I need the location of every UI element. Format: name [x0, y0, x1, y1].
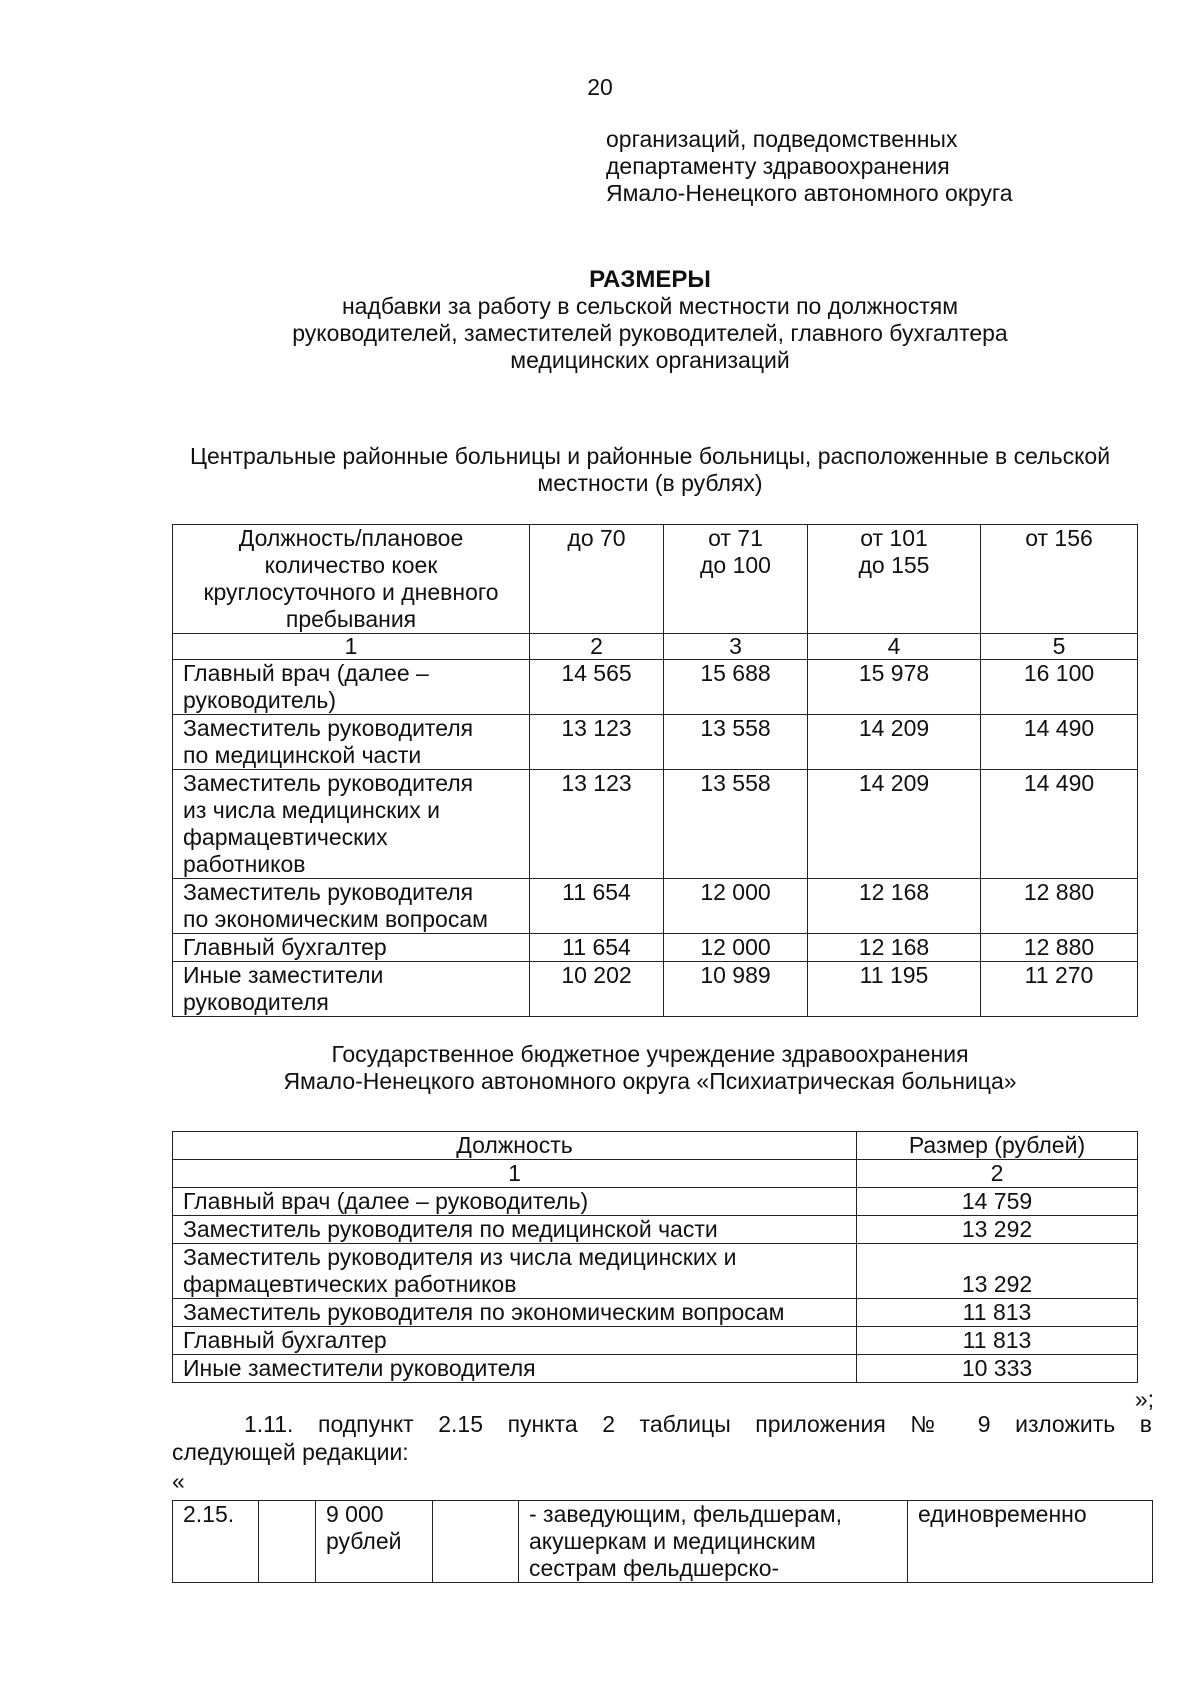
- document-header: [606, 126, 1166, 207]
- value-cell: 13 292: [857, 1216, 1138, 1244]
- title-main: РАЗМЕРЫ: [589, 266, 711, 293]
- title-line: медицинских организаций: [510, 347, 790, 373]
- column-number: 2: [857, 1160, 1138, 1188]
- value-cell: 14 209: [808, 770, 981, 879]
- position-cell: [173, 1355, 857, 1383]
- position-line: Иные заместители руководителя: [183, 1355, 536, 1381]
- table-row: [173, 715, 1138, 770]
- value-cell: 14 209: [808, 715, 981, 770]
- opening-quote-mark: «: [172, 1468, 185, 1494]
- table-row: [173, 1327, 1138, 1355]
- table-row: [173, 1244, 1138, 1299]
- position-line: Главный врач (далее – руководитель): [183, 1188, 589, 1214]
- position-line: руководитель): [183, 687, 337, 713]
- value-cell: 11 654: [530, 934, 664, 962]
- value-cell: 13 123: [530, 770, 664, 879]
- value-cell: 13 292: [857, 1244, 1138, 1299]
- position-line: Заместитель руководителя: [183, 770, 474, 796]
- empty-cell: [433, 1501, 519, 1583]
- header-line: круглосуточного и дневного: [203, 579, 499, 605]
- header-cell: [808, 525, 981, 634]
- value-cell: 11 195: [808, 962, 981, 1017]
- section2-caption: [150, 1041, 1150, 1095]
- recipients-line: сестрам фельдшерско-: [529, 1555, 780, 1581]
- header-line: организаций, подведомственных: [606, 126, 958, 152]
- value-cell: 16 100: [981, 660, 1138, 715]
- psychiatric-hospital-table: [172, 1131, 1138, 1383]
- value-cell: 13 558: [664, 770, 808, 879]
- position-line: фармацевтических: [183, 824, 388, 850]
- position-line: Заместитель руководителя: [183, 879, 474, 905]
- column-number-row: [173, 634, 1138, 660]
- value-cell: 13 558: [664, 715, 808, 770]
- document-title: [150, 266, 1150, 374]
- value-cell: 15 978: [808, 660, 981, 715]
- position-cell: [173, 1244, 857, 1299]
- caption-line: Государственное бюджетное учреждение здравоохранения: [331, 1041, 969, 1067]
- header-cell: [664, 525, 808, 634]
- amount-line: 9 000: [326, 1501, 384, 1527]
- position-cell: [173, 660, 530, 715]
- header-line: до 70: [567, 525, 626, 551]
- header-line: до 100: [700, 552, 771, 578]
- position-cell: [173, 1216, 857, 1244]
- position-cell: [173, 879, 530, 934]
- position-line: по медицинской части: [183, 742, 422, 768]
- table-row: [173, 770, 1138, 879]
- page-number: 20: [587, 74, 613, 100]
- value-cell: 11 654: [530, 879, 664, 934]
- value-cell: 12 168: [808, 934, 981, 962]
- header-cell: Должность: [173, 1132, 857, 1160]
- value-cell: 10 333: [857, 1355, 1138, 1383]
- position-line: Главный врач (далее –: [183, 660, 429, 686]
- position-cell: [173, 770, 530, 879]
- header-line: Ямало-Ненецкого автономного округа: [606, 180, 1013, 206]
- position-line: по экономическим вопросам: [183, 906, 488, 932]
- position-line: Иные заместители: [183, 962, 384, 988]
- caption-line: местности (в рублях): [537, 470, 763, 496]
- table-row: [173, 934, 1138, 962]
- position-line: Заместитель руководителя из числа медицинских и: [183, 1244, 737, 1270]
- header-cell: [981, 525, 1138, 634]
- value-cell: 11 813: [857, 1299, 1138, 1327]
- position-line: Заместитель руководителя по медицинской части: [183, 1216, 718, 1242]
- amount-line: рублей: [326, 1528, 402, 1554]
- title-line: руководителей, заместителей руководителей, главного бухгалтера: [292, 320, 1008, 346]
- value-cell: 14 565: [530, 660, 664, 715]
- value-cell: 12 000: [664, 934, 808, 962]
- header-line: пребывания: [285, 606, 417, 632]
- amendment-paragraph-line: 1.11. подпункт 2.15 пункта 2 таблицы приложения № 9 изложить в: [244, 1411, 1152, 1437]
- value-cell: 15 688: [664, 660, 808, 715]
- position-line: Заместитель руководителя по экономическим вопросам: [183, 1299, 785, 1325]
- amendment-paragraph-line: следующей редакции:: [172, 1439, 409, 1465]
- column-number: 5: [981, 634, 1138, 660]
- caption-line: Центральные районные больницы и районные больницы, расположенные в сельской: [189, 443, 1111, 469]
- value-cell: 10 989: [664, 962, 808, 1017]
- header-cell: [530, 525, 664, 634]
- position-cell: [173, 1299, 857, 1327]
- table-row: [173, 1355, 1138, 1383]
- value-cell: 11 813: [857, 1327, 1138, 1355]
- table-row: [173, 660, 1138, 715]
- value-cell: 10 202: [530, 962, 664, 1017]
- table-header-row: [173, 1132, 1138, 1160]
- column-number: 1: [173, 634, 530, 660]
- table-row: [173, 1188, 1138, 1216]
- position-line: работников: [183, 851, 306, 877]
- header-line: от 156: [1025, 525, 1093, 551]
- value-cell: 14 490: [981, 715, 1138, 770]
- column-number-row: [173, 1160, 1138, 1188]
- table-row: [173, 879, 1138, 934]
- column-number: 2: [530, 634, 664, 660]
- value-cell: 12 880: [981, 879, 1138, 934]
- value-cell: 14 759: [857, 1188, 1138, 1216]
- value-cell: 12 000: [664, 879, 808, 934]
- position-cell: [173, 1327, 857, 1355]
- amendment-table: [172, 1500, 1153, 1583]
- value-cell: 13 123: [530, 715, 664, 770]
- value-cell: 11 270: [981, 962, 1138, 1017]
- header-line: от 101: [860, 525, 928, 551]
- header-cell: Размер (рублей): [857, 1132, 1138, 1160]
- position-line: Главный бухгалтер: [183, 1327, 387, 1353]
- position-line: Главный бухгалтер: [183, 934, 387, 960]
- header-cell: [173, 525, 530, 634]
- header-line: до 155: [858, 552, 930, 578]
- recipients-line: акушеркам и медицинским: [529, 1528, 816, 1554]
- value-cell: 14 490: [981, 770, 1138, 879]
- frequency-cell: единовременно: [908, 1501, 1153, 1583]
- value-cell: 12 880: [981, 934, 1138, 962]
- position-cell: [173, 934, 530, 962]
- value-cell: 12 168: [808, 879, 981, 934]
- position-line: Заместитель руководителя: [183, 715, 474, 741]
- table-row: [173, 1501, 1153, 1583]
- position-line: фармацевтических работников: [183, 1271, 517, 1297]
- header-line: количество коек: [264, 552, 438, 578]
- header-line: департаменту здравоохранения: [606, 153, 950, 179]
- section1-caption: [150, 443, 1150, 497]
- column-number: 1: [173, 1160, 857, 1188]
- table-row: [173, 1216, 1138, 1244]
- title-line: надбавки за работу в сельской местности по должностям: [341, 293, 959, 319]
- empty-cell: [259, 1501, 316, 1583]
- item-number-cell: 2.15.: [173, 1501, 259, 1583]
- amount-cell: [316, 1501, 433, 1583]
- position-line: из числа медицинских и: [183, 797, 440, 823]
- header-line: от 71: [708, 525, 763, 551]
- table-header-row: [173, 525, 1138, 634]
- rural-hospitals-table: [172, 524, 1138, 1017]
- column-number: 3: [664, 634, 808, 660]
- column-number: 4: [808, 634, 981, 660]
- recipients-line: - заведующим, фельдшерам,: [529, 1501, 842, 1527]
- closing-quote-mark: »;: [1134, 1386, 1154, 1412]
- position-cell: [173, 715, 530, 770]
- header-line: Должность/плановое: [238, 525, 464, 551]
- table-row: [173, 1299, 1138, 1327]
- position-cell: [173, 1188, 857, 1216]
- caption-line: Ямало-Ненецкого автономного округа «Психиатрическая больница»: [283, 1068, 1017, 1094]
- position-line: руководителя: [183, 989, 329, 1015]
- recipients-cell: [519, 1501, 908, 1583]
- position-cell: [173, 962, 530, 1017]
- table-row: [173, 962, 1138, 1017]
